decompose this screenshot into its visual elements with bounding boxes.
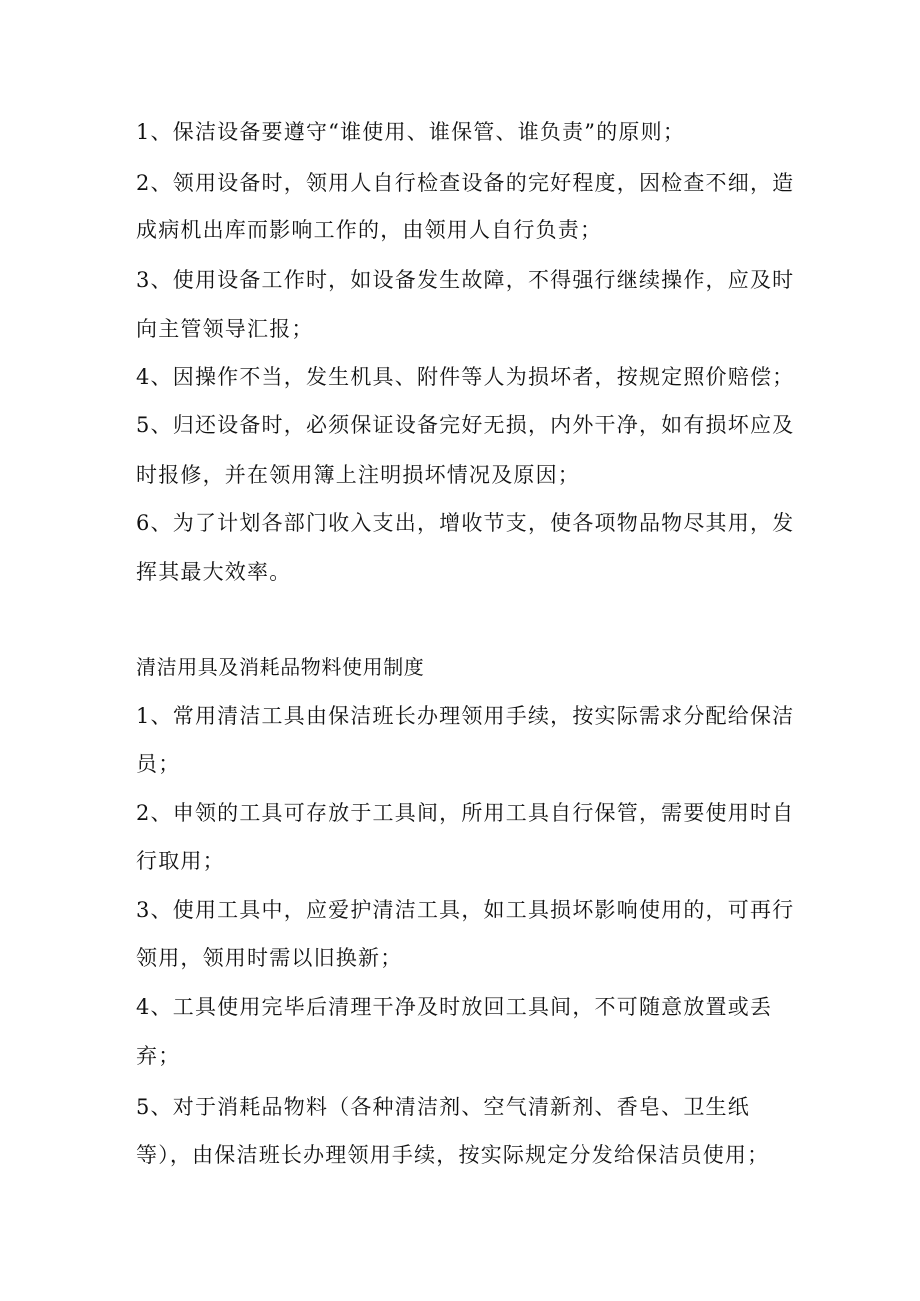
paragraph-line: 2、申领的工具可存放于工具间，所用工具自行保管，需要使用时自	[136, 801, 795, 825]
paragraph-line: 领用，领用时需以旧换新；	[136, 946, 403, 970]
paragraph-line: 5、归还设备时，必须保证设备完好无损，内外干净，如有损坏应及	[136, 413, 795, 437]
paragraph-line: 向主管领导汇报；	[136, 317, 314, 341]
paragraph-line: 行取用；	[136, 849, 225, 873]
paragraph-line: 等），由保洁班长办理领用手续，按实际规定分发给保洁员使用；	[136, 1143, 770, 1167]
paragraph-line: 员；	[136, 752, 181, 776]
paragraph-line: 成病机出库而影响工作的，由领用人自行负责；	[136, 218, 603, 242]
paragraph-line: 6、为了计划各部门收入支出，增收节支，使各项物品物尽其用，发	[136, 511, 795, 535]
paragraph-line: 4、工具使用完毕后清理干净及时放回工具间，不可随意放置或丢	[136, 995, 773, 1019]
paragraph-line: 弃；	[136, 1044, 181, 1068]
paragraph-line: 2、领用设备时，领用人自行检查设备的完好程度，因检查不细，造	[136, 171, 795, 195]
paragraph-line: 3、使用工具中，应爱护清洁工具，如工具损坏影响使用的，可再行	[136, 898, 795, 922]
paragraph-line: 挥其最大效率。	[136, 560, 292, 584]
paragraph-line: 5、对于消耗品物料（各种清洁剂、空气清新剂、香皂、卫生纸	[136, 1095, 750, 1119]
paragraph-line: 时报修，并在领用簿上注明损坏情况及原因；	[136, 463, 580, 487]
section-heading: 清洁用具及消耗品物料使用制度	[136, 655, 425, 679]
paragraph-line: 3、使用设备工作时，如设备发生故障，不得强行继续操作，应及时	[136, 268, 795, 292]
paragraph-line: 4、因操作不当，发生机具、附件等人为损坏者，按规定照价赔偿；	[136, 365, 795, 389]
paragraph-line: 1、保洁设备要遵守“谁使用、谁保管、谁负责”的原则；	[136, 120, 686, 144]
paragraph-line: 1、常用清洁工具由保洁班长办理领用手续，按实际需求分配给保洁	[136, 704, 795, 728]
